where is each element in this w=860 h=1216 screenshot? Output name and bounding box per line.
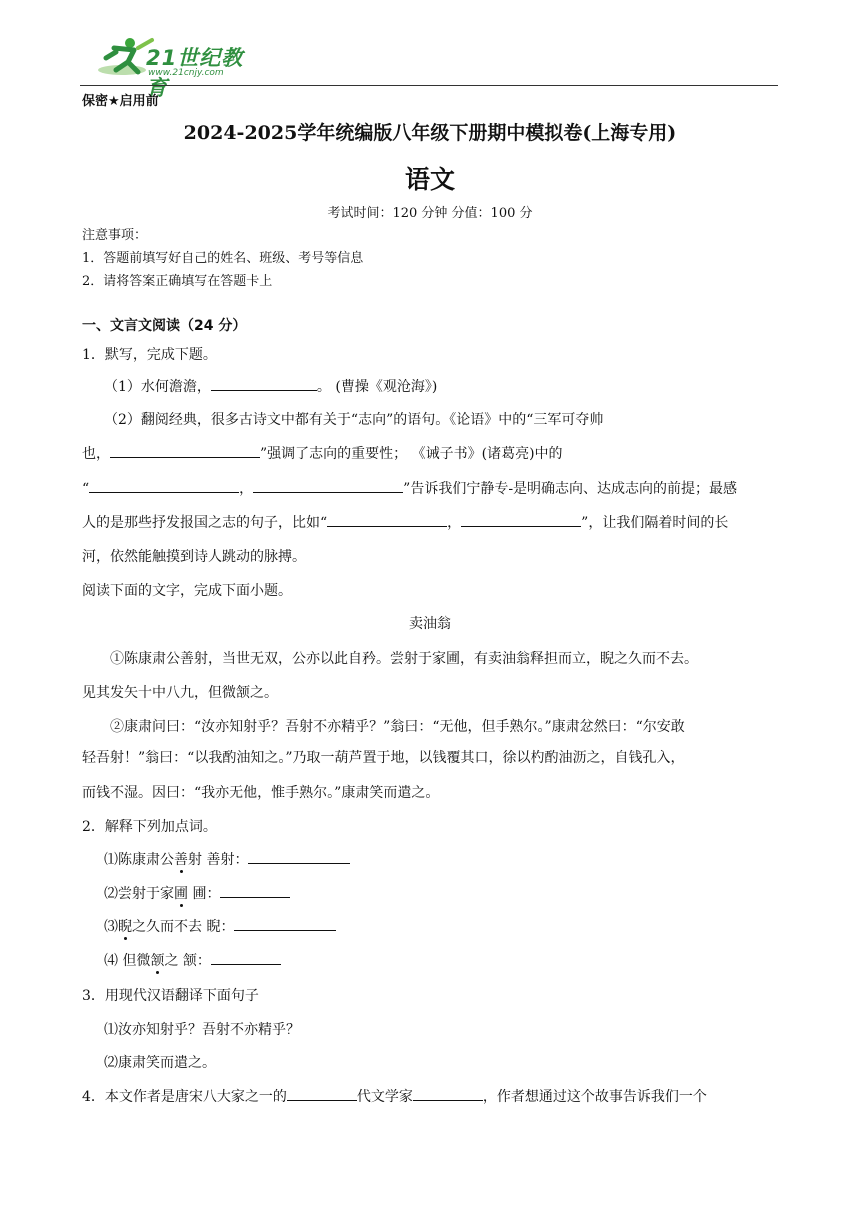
passage-paragraph: 轻吾射！”翁曰：“以我酌油知之。”乃取一葫芦置于地，以钱覆其口，徐以杓酌油沥之，自钱孔入， (82, 750, 685, 766)
passage-paragraph: 而钱不湿。因曰：“我亦无他，惟手熟尔。”康肃笑而遣之。 (82, 785, 440, 801)
answer-blank[interactable] (211, 376, 317, 391)
question-1-part-2: （2）翻阅经典，很多古诗文中都有关于“志向”的语句。《论语》中的“三军可夺帅 (104, 412, 604, 428)
question-1-part-2-line: 人的是那些抒发报国之志的句子，比如“ ， ”，让我们隔着时间的长 (82, 512, 728, 532)
section-heading: 一、文言文阅读（24 分） (82, 318, 247, 334)
answer-blank[interactable] (253, 478, 403, 493)
answer-blank[interactable] (89, 478, 239, 493)
confidential-label: 保密★启用前 (82, 94, 159, 109)
question-3-stem: 3．用现代汉语翻译下面句子 (82, 988, 259, 1004)
question-1-stem: 1．默写，完成下题。 (82, 347, 217, 363)
logo-text: 21世纪教育 (146, 46, 244, 100)
question-2-item: ⑷ 但微颔之 颔： (104, 950, 281, 970)
exam-title: 2024-2025学年统编版八年级下册期中模拟卷(上海专用) (183, 122, 677, 144)
answer-blank[interactable] (287, 1086, 357, 1101)
answer-blank[interactable] (461, 512, 581, 527)
passage-title: 卖油翁 (409, 616, 451, 632)
passage-paragraph: 见其发矢十中八九，但微颔之。 (82, 685, 278, 701)
passage-paragraph: ①陈康肃公善射，当世无双，公亦以此自矜。尝射于家圃，有卖油翁释担而立，睨之久而不去。 (110, 651, 698, 667)
question-2-item: ⑶睨之久而不去 睨： (104, 916, 336, 936)
answer-blank[interactable] (248, 849, 350, 864)
notes-heading: 注意事项： (82, 228, 148, 243)
header-divider (80, 85, 778, 86)
reading-intro: 阅读下面的文字，完成下面小题。 (82, 583, 292, 599)
question-3-sentence: ⑴汝亦知射乎？吾射不亦精乎？ (104, 1022, 300, 1038)
answer-blank[interactable] (413, 1086, 483, 1101)
question-1-part-1: （1）水何澹澹， 。 (曹操《观沧海》) (104, 376, 437, 396)
question-2-stem: 2．解释下列加点词。 (82, 819, 217, 835)
question-3-sentence: ⑵康肃笑而遣之。 (104, 1055, 216, 1071)
passage-paragraph: ②康肃问曰：“汝亦知射乎？吾射不亦精乎？”翁曰：“无他，但手熟尔。”康肃忿然曰：“尔安敢 (110, 719, 685, 735)
exam-subject: 语文 (404, 165, 455, 194)
question-1-part-2-line: “ ， ”告诉我们宁静专-是明确志向、达成志向的前提；最感 (82, 478, 737, 498)
answer-blank[interactable] (234, 916, 336, 931)
notes-item: 2．请将答案正确填写在答题卡上 (82, 274, 273, 289)
logo-url: www.21cnjy.com (148, 68, 224, 78)
exam-meta: 考试时间：120 分钟 分值：100 分 (327, 206, 533, 221)
answer-blank[interactable] (220, 883, 290, 898)
question-4: 4．本文作者是唐宋八大家之一的 代文学家 ，作者想通过这个故事告诉我们一个 (82, 1086, 707, 1106)
notes-item: 1．答题前填写好自己的姓名、班级、考号等信息 (82, 251, 364, 266)
answer-blank[interactable] (211, 950, 281, 965)
answer-blank[interactable] (110, 443, 260, 458)
answer-blank[interactable] (327, 512, 447, 527)
question-2-item: ⑵尝射于家圃 圃： (104, 883, 290, 903)
question-1-part-2-line: 也， ”强调了志向的重要性； 《诫子书》(诸葛亮)中的 (82, 443, 563, 463)
question-1-part-2-line: 河，依然能触摸到诗人跳动的脉搏。 (82, 549, 306, 565)
question-2-item: ⑴陈康肃公善射 善射： (104, 849, 350, 869)
logo (94, 34, 264, 100)
